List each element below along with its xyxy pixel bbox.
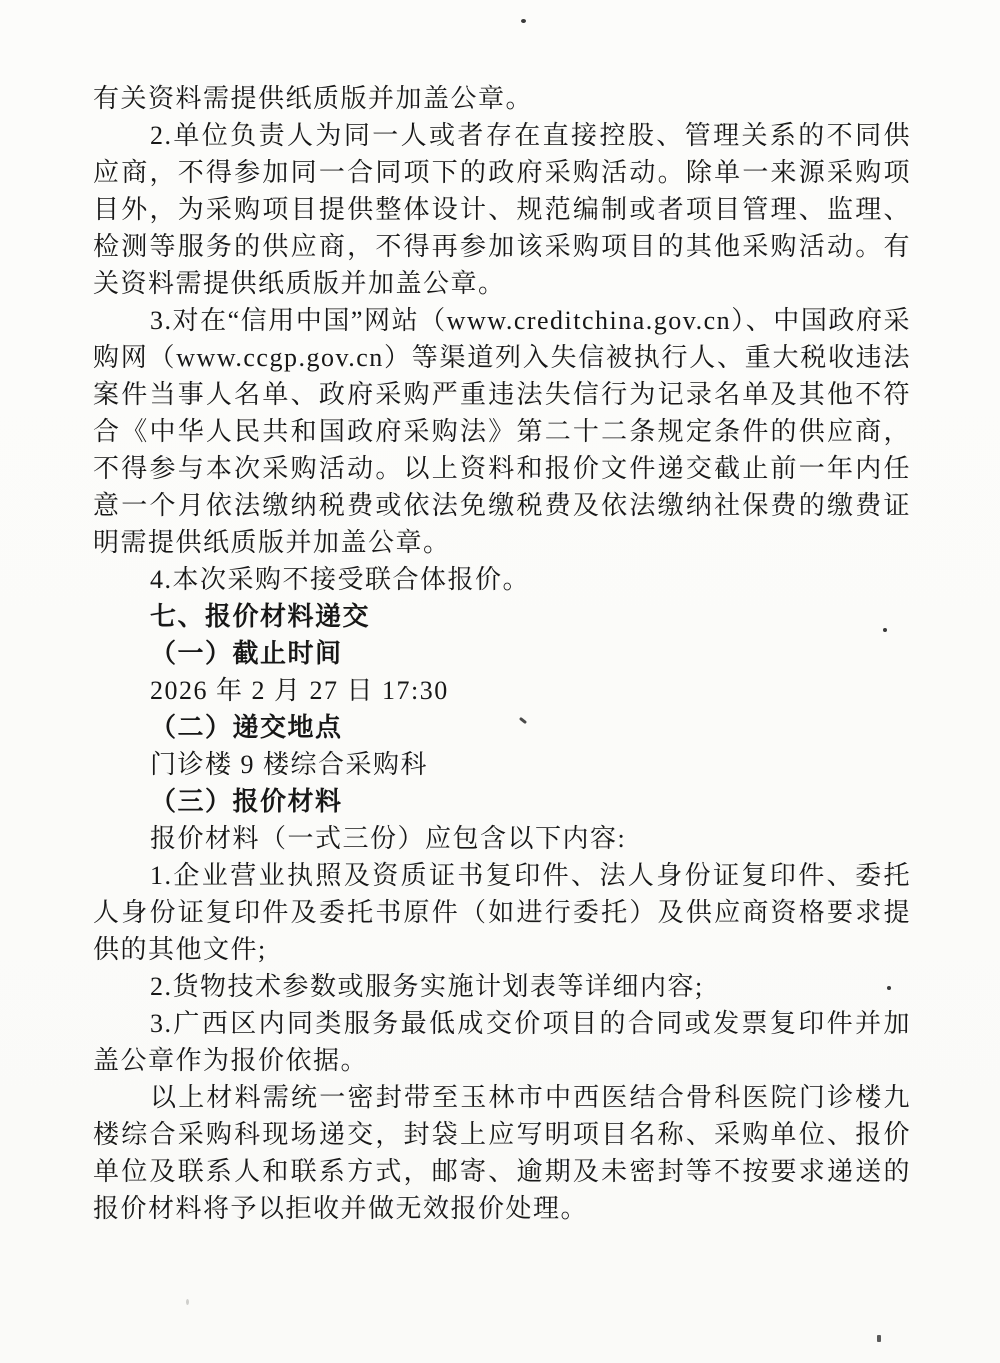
scan-speck <box>521 19 526 23</box>
materials-item-1: 1.企业营业执照及资质证书复印件、法人身份证复印件、委托人身份证复印件及委托书原件（如进行委托）及供应商资格要求提供的其他文件; <box>93 861 911 964</box>
scan-speck <box>186 1299 189 1305</box>
paragraph-rule-2: 2.单位负责人为同一人或者存在直接控股、管理关系的不同供应商，不得参加同一合同项下的政府采购活动。除单一来源采购项目外，为采购项目提供整体设计、规范编制或者项目管理、监理、检测等服务的供应商，不得再参加该采购项目的其他采购活动。有关资料需提供纸质版并加盖公章。 <box>93 121 911 298</box>
paragraph-rule-4: 4.本次采购不接受联合体报价。 <box>150 565 531 594</box>
section-heading-submission: 七、报价材料递交 <box>150 602 371 631</box>
deadline-datetime: 2026 年 2 月 27 日 17:30 <box>150 676 449 705</box>
submission-location: 门诊楼 9 楼综合采购科 <box>150 750 429 779</box>
subheading-location: （二）递交地点 <box>150 713 343 742</box>
scan-speck <box>887 986 891 990</box>
subheading-materials: （三）报价材料 <box>150 787 343 816</box>
document-body <box>93 80 911 1227</box>
scan-speck <box>877 1335 881 1342</box>
scan-speck <box>883 628 887 632</box>
paragraph-sealing-note: 以上材料需统一密封带至玉林市中西医结合骨科医院门诊楼九楼综合采购科现场递交，封袋上应写明项目名称、采购单位、报价单位及联系人和联系方式，邮寄、逾期及未密封等不按要求递送的报价材料将予以拒收并做无效报价处理。 <box>93 1083 911 1223</box>
subheading-deadline: （一）截止时间 <box>150 639 343 668</box>
materials-item-2: 2.货物技术参数或服务实施计划表等详细内容; <box>150 972 704 1001</box>
paragraph-continuation: 有关资料需提供纸质版并加盖公章。 <box>93 84 534 113</box>
materials-intro: 报价材料（一式三份）应包含以下内容: <box>150 824 627 853</box>
paragraph-rule-3: 3.对在“信用中国”网站（www.creditchina.gov.cn）、中国政府采购网（www.ccgp.gov.cn）等渠道列入失信被执行人、重大税收违法案件当事人名单、政府采购严重违法失信行为记录名单及其他不符合《中华人民共和国政府采购法》第二十二条规定条件的供应商，不得参与本次采购活动。以上资料和报价文件递交截止前一年内任意一个月依法缴纳税费或依法免缴税费及依法缴纳社保费的缴费证明需提供纸质版并加盖公章。 <box>93 306 911 557</box>
materials-item-3: 3.广西区内同类服务最低成交价项目的合同或发票复印件并加盖公章作为报价依据。 <box>93 1009 911 1075</box>
